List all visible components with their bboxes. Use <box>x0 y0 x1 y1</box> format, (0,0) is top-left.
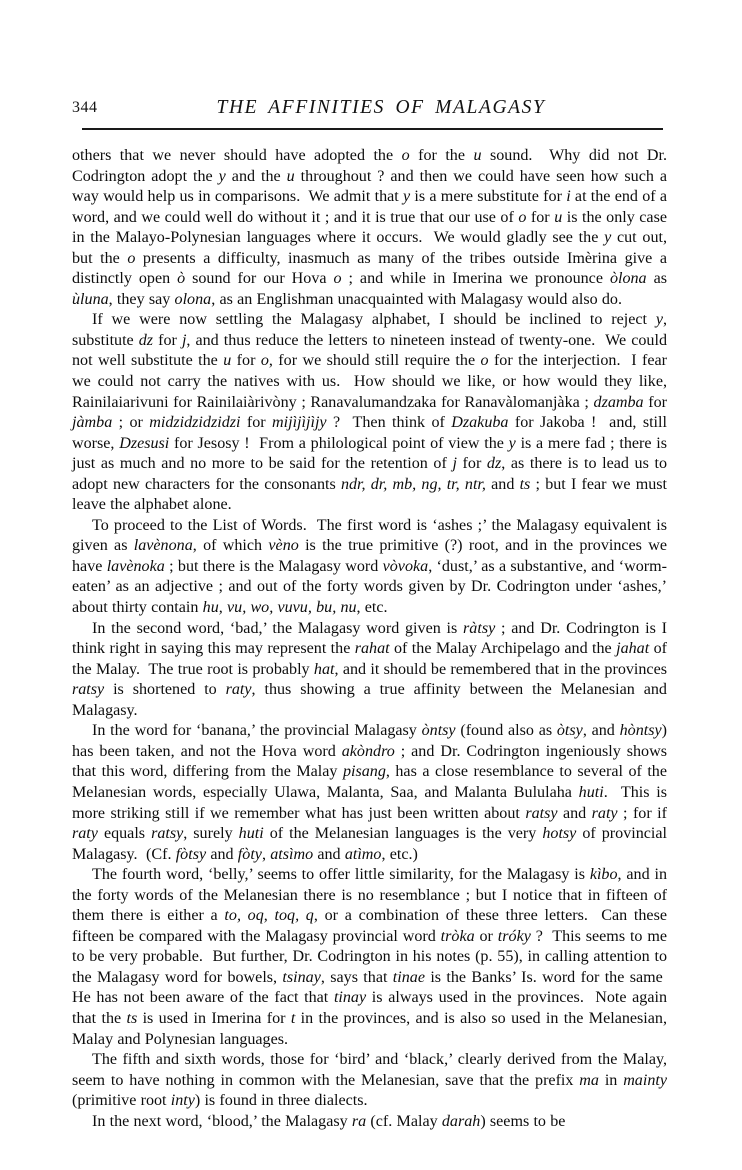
paragraph: In the word for ‘banana,’ the provincial Malagasy òntsy (found also as òtsy, and hòntsy) has been taken, and not the Hova word akòndro ; and Dr. Codrington ingeniously shows that this word, differing from the Malay pisang, has a close resemblance to several of the Melanesian words, especially Ulawa, Malanta, Saa, and Malanta Bululaha huti. This is more striking still if we remember what has just been written about ratsy and raty ; for if raty equals ratsy, surely huti of the Melanesian languages is the very hotsy of provincial Malagasy. (Cf. fòtsy and fòty, atsìmo and atìmo, etc.) <box>72 722 667 863</box>
paragraph: In the second word, ‘bad,’ the Malagasy word given is ràtsy ; and Dr. Codrington is I think right in saying this may represent the rahat of the Malay Archipelago and the jahat of the Malay. The true root is probably hat, and it should be remembered that in the provinces ratsy is shortened to raty, thus showing a true affinity between the Melanesian and Malagasy. <box>72 619 668 719</box>
paragraph: The fourth word, ‘belly,’ seems to offer little similarity, for the Malagasy is kìbo, and in the forty words of the Melanesian there is no resemblance ; but I notice that in fifteen of them there is either a to, oq, toq, q, or a combination of these three letters. Can these fifteen be compared with the Malagasy provincial word tròka or tróky ? This seems to me to be very probable. But further, Dr. Codrington in his notes (p. 55), in calling attention to the Malagasy word for bowels, tsinay, says that tinae is the Banks’ Is. word for the same He has not been aware of the fact that tinay is always used in the provinces. Note again that the ts is used in Imerina for t in the provinces, and is also so used in the Melanesian, Malay and Polynesian languages. <box>72 866 667 1048</box>
body-text-column <box>72 146 667 1132</box>
page-number: 344 <box>72 99 98 116</box>
paragraph: The fifth and sixth words, those for ‘bird’ and ‘black,’ clearly derived from the Malay, seem to have nothing in common with the Melanesian, save that the prefix ma in mainty (primitive root inty) is found in three dialects. <box>72 1051 667 1110</box>
paragraph: In the next word, ‘blood,’ the Malagasy ra (cf. Malay darah) seems to be <box>92 1112 566 1130</box>
header-rule <box>82 128 663 130</box>
paragraph: If we were now settling the Malagasy alphabet, I should be inclined to reject y, substitute dz for j, and thus reduce the letters to nineteen instead of twenty-one. We could not well substitute the u for o, for we should still require the o for the interjection. I fear we could not carry the natives with us. How should we like, or how would they like, Rainilaiarivuni for Rainilaiàrivòny ; Ranavalumandzaka for Ranavàlomanjàka ; dzamba for jàmba ; or midzidzidzidzi for mijìjìjìjy ? Then think of Dzakuba for Jakoba ! and, still worse, Dzesusi for Jesosy ! From a philological point of view the y is a mere fad ; there is just as much and no more to be said for the retention of j for dz, as there is to lead us to adopt new characters for the consonants ndr, dr, mb, ng, tr, ntr, and ts ; but I fear we must leave the alphabet alone. <box>72 311 668 514</box>
paragraph: others that we never should have adopted the o for the u sound. Why did not Dr. Codrington adopt the y and the u throughout ? and then we could have seen how such a way would help us in comparisons. We admit that y is a mere substitute for i at the end of a word, and we could well do without it ; and it is true that our use of o for u is the only case in the Malayo-Polynesian languages where it occurs. We would gladly see the y cut out, but the o presents a difficulty, inasmuch as many of the tribes outside Imèrina give a distinctly open ò sound for our Hova o ; and while in Imerina we pronounce òlona as ùluna, they say olona, as an Englishman unacquainted with Malagasy would also do. <box>72 147 667 308</box>
running-title: THE AFFINITIES OF MALAGASY <box>216 97 546 118</box>
paragraph: To proceed to the List of Words. The first word is ‘ashes ;’ the Malagasy equivalent is given as lavènona, of which vèno is the true primitive (?) root, and in the provinces we have lavènoka ; but there is the Malagasy word vòvoka, ‘dust,’ as a substantive, and ‘worm-eaten’ as an adjective ; and out of the forty words given by Dr. Codrington under ‘ashes,’ about thirty contain hu, vu, wo, vuvu, bu, nu, etc. <box>72 516 668 617</box>
running-head <box>72 95 666 121</box>
